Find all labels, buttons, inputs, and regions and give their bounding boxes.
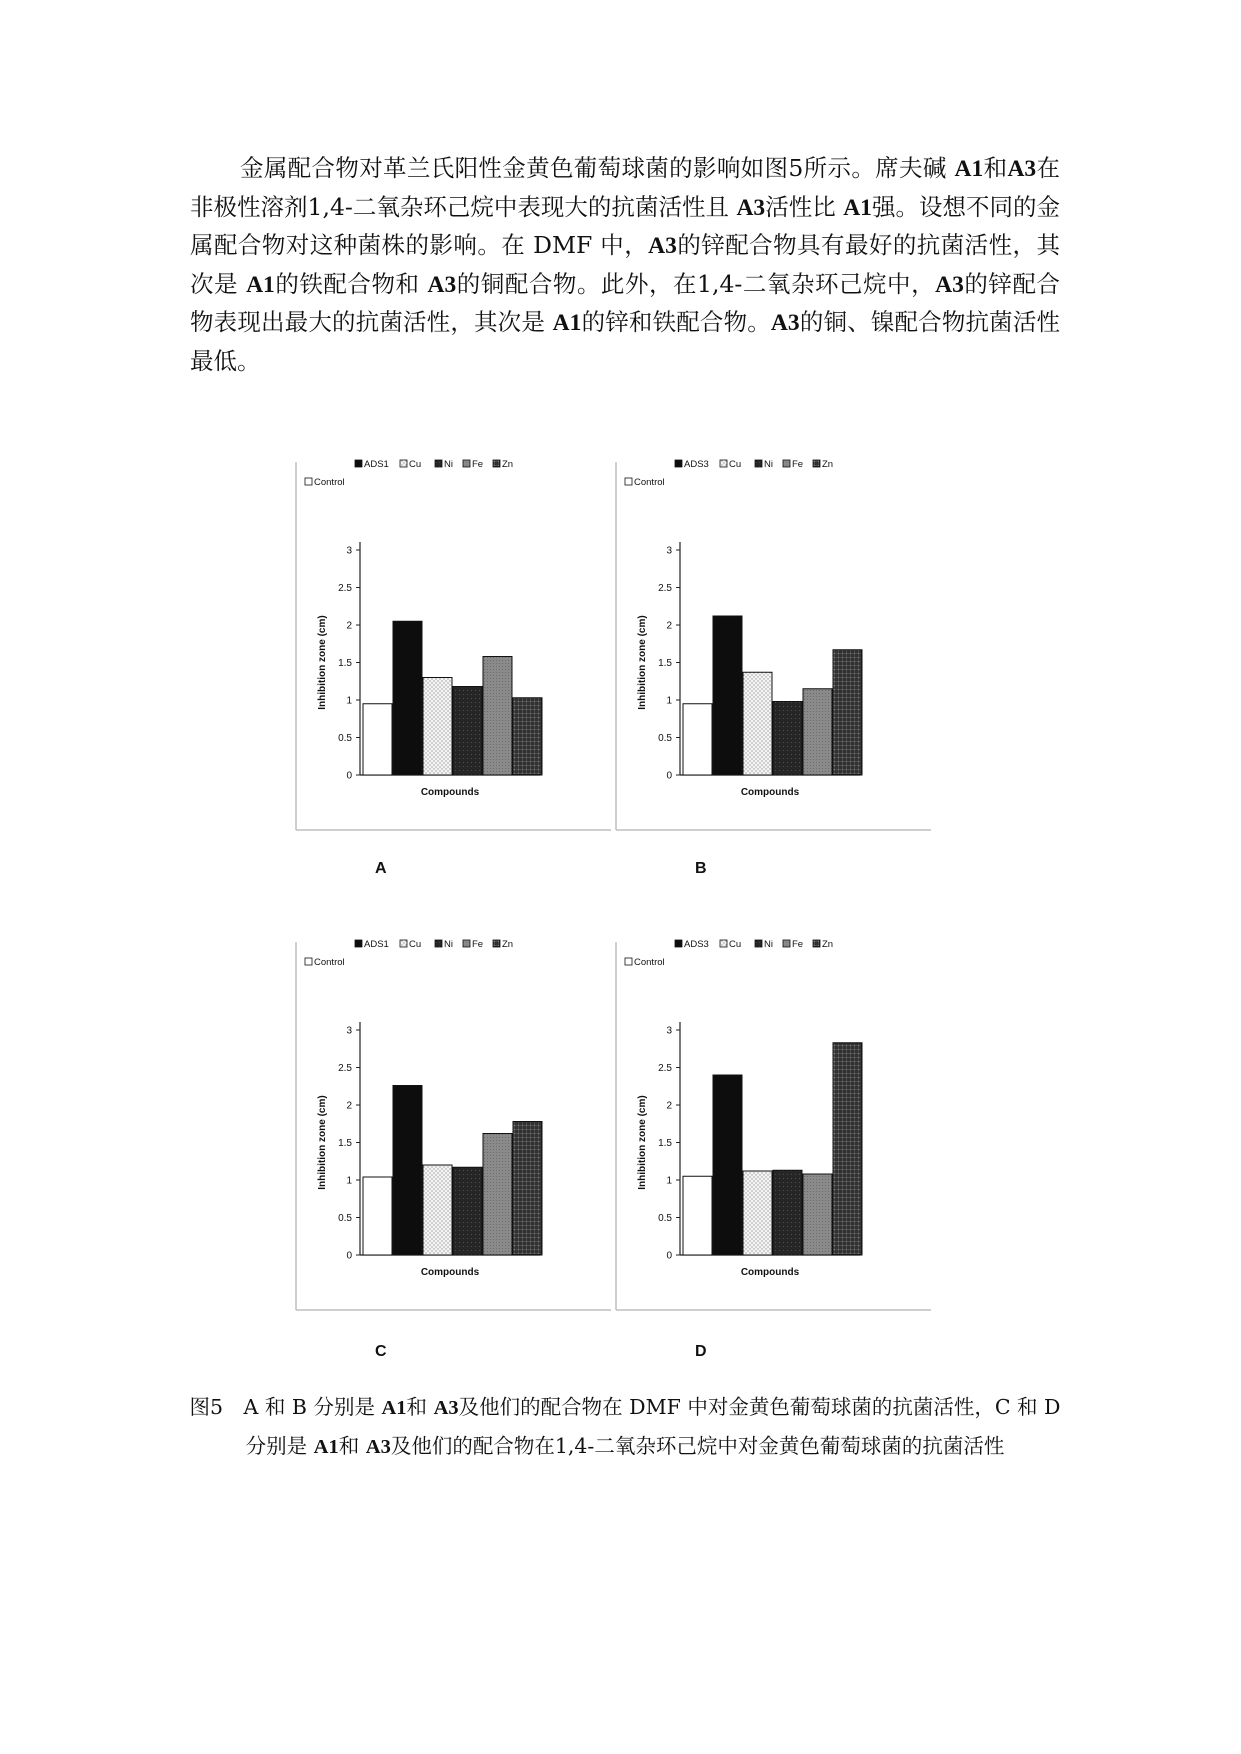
- compound-label: A1: [552, 310, 582, 337]
- body-paragraph: [190, 150, 1060, 381]
- legend-label: Cu: [409, 939, 422, 950]
- legend-label: Zn: [502, 939, 514, 950]
- text-run: 金属配合物对革兰氏阳性金黄色葡萄球菌的影响如图5所示。席夫碱: [240, 154, 955, 182]
- legend-label: ADS1: [364, 939, 389, 950]
- bar-control: [363, 1177, 392, 1255]
- y-tick-label: 2.5: [658, 1063, 672, 1074]
- y-tick-label: 3: [666, 545, 672, 557]
- compound-label: A1: [313, 1436, 339, 1458]
- y-tick-label: 1.5: [658, 658, 672, 669]
- compound-label: A3: [365, 1436, 391, 1458]
- legend-label: Control: [634, 957, 665, 968]
- y-tick-label: 0: [666, 770, 672, 782]
- y-tick-label: 0: [346, 1250, 352, 1262]
- legend-swatch: [625, 958, 632, 965]
- legend-swatch: [355, 940, 362, 947]
- legend-swatch: [493, 460, 500, 467]
- chart-legend: [625, 459, 833, 488]
- chart-panel-c: [295, 930, 615, 1370]
- legend-swatch: [463, 940, 470, 947]
- legend-label: Fe: [472, 939, 484, 950]
- legend-swatch: [435, 460, 442, 467]
- legend-label: Fe: [792, 939, 804, 950]
- legend-label: Ni: [444, 459, 453, 470]
- bar-chart-svg: [295, 450, 615, 890]
- bar-control: [683, 1176, 712, 1255]
- y-tick-label: 2.5: [338, 1063, 352, 1074]
- bar-fe: [803, 689, 832, 775]
- panel-letter-d: D: [695, 1343, 707, 1360]
- legend-swatch: [783, 940, 790, 947]
- y-tick-label: 3: [346, 545, 352, 557]
- text-run: 的锌和铁配合物。: [581, 308, 771, 337]
- y-tick-label: 2.5: [338, 583, 352, 594]
- y-tick-label: 2: [666, 620, 672, 632]
- bar-zn: [833, 650, 862, 775]
- bar-zn: [513, 1122, 542, 1256]
- x-axis-label: Compounds: [420, 787, 480, 798]
- y-tick-label: 0.5: [658, 1213, 672, 1224]
- y-tick-label: 2.5: [658, 583, 672, 594]
- legend-swatch: [720, 940, 727, 947]
- bar-zn: [833, 1043, 862, 1255]
- y-axis-label: Inhibition zone (cm): [637, 1095, 648, 1190]
- bar-cu: [423, 1165, 452, 1255]
- bar-ads: [713, 616, 742, 775]
- compound-label: A3: [935, 271, 964, 298]
- legend-label: Zn: [502, 459, 514, 470]
- legend-label: ADS3: [684, 939, 709, 950]
- panel-letter-c: C: [375, 1343, 387, 1360]
- chart-panel-a: [295, 450, 615, 890]
- y-axis-label: Inhibition zone (cm): [317, 1095, 328, 1190]
- legend-swatch: [813, 460, 820, 467]
- legend-label: Ni: [764, 939, 773, 950]
- legend-swatch: [305, 478, 312, 485]
- y-tick-label: 3: [666, 1025, 672, 1037]
- x-axis-label: Compounds: [740, 787, 800, 798]
- compound-label: A1: [843, 194, 872, 221]
- bar-ni: [453, 1167, 482, 1255]
- chart-legend: [305, 459, 513, 488]
- bar-chart-svg: [615, 450, 935, 890]
- text-run: 和: [338, 1434, 366, 1458]
- legend-label: ADS3: [684, 459, 709, 470]
- bar-cu: [423, 678, 452, 776]
- legend-label: Control: [314, 957, 345, 968]
- compound-label: A3: [427, 271, 457, 298]
- legend-swatch: [400, 460, 407, 467]
- bar-ads: [393, 621, 422, 775]
- compound-label: A3: [736, 194, 766, 221]
- legend-swatch: [675, 460, 682, 467]
- legend-label: Zn: [822, 459, 834, 470]
- compound-label: A1: [381, 1397, 407, 1419]
- legend-swatch: [463, 460, 470, 467]
- y-tick-label: 2: [346, 620, 352, 632]
- legend-swatch: [813, 940, 820, 947]
- chart-legend: [625, 939, 833, 968]
- legend-swatch: [783, 460, 790, 467]
- y-axis-label: Inhibition zone (cm): [317, 615, 328, 710]
- y-tick-label: 1: [346, 695, 352, 707]
- x-axis-label: Compounds: [740, 1267, 800, 1278]
- bar-cu: [743, 672, 772, 775]
- legend-label: Fe: [792, 459, 804, 470]
- legend-label: ADS1: [364, 459, 389, 470]
- text-run: 和: [406, 1395, 434, 1419]
- legend-swatch: [675, 940, 682, 947]
- compound-label: A3: [770, 310, 800, 337]
- legend-swatch: [493, 940, 500, 947]
- y-tick-label: 0.5: [338, 733, 352, 744]
- x-axis-label: Compounds: [420, 1267, 480, 1278]
- text-run: 的铜配合物。此外，在1,4-二氧杂环己烷中，: [456, 269, 936, 298]
- text-run: 的铜、镍配合物抗菌活性最低。: [190, 308, 1061, 375]
- y-tick-label: 1: [666, 695, 672, 707]
- text-run: 的锌配合物表现出最大的抗菌活性，其次是: [190, 269, 1060, 337]
- y-tick-label: 0.5: [658, 733, 672, 744]
- y-tick-label: 1.5: [658, 1138, 672, 1149]
- legend-swatch: [400, 940, 407, 947]
- panel-letter-b: B: [695, 860, 707, 877]
- legend-swatch: [305, 958, 312, 965]
- y-tick-label: 2: [666, 1100, 672, 1112]
- y-tick-label: 1.5: [338, 658, 352, 669]
- text-run: 的锌配合物具有最好的抗菌活性，其次是: [190, 231, 1061, 298]
- bar-fe: [803, 1174, 832, 1255]
- bar-ads: [393, 1086, 422, 1256]
- text-run: 强。设想不同的金属配合物对这种菌株的影响。在 DMF 中，: [190, 192, 1060, 260]
- body-text: [190, 150, 1060, 381]
- compound-label: A3: [648, 233, 677, 260]
- legend-swatch: [720, 460, 727, 467]
- legend-label: Cu: [729, 939, 742, 950]
- chart-legend: [305, 939, 513, 968]
- text-run: 图5 A 和 B 分别是: [189, 1395, 382, 1419]
- bar-ni: [773, 702, 802, 776]
- y-tick-label: 3: [346, 1025, 352, 1037]
- compound-label: A1: [954, 156, 984, 182]
- legend-label: Ni: [764, 459, 773, 470]
- legend-label: Ni: [444, 939, 453, 950]
- legend-swatch: [435, 940, 442, 947]
- chart-panel-d: [615, 930, 935, 1370]
- legend-swatch: [755, 460, 762, 467]
- figure-caption: [185, 1388, 1065, 1466]
- bar-ads: [713, 1075, 742, 1255]
- bar-control: [683, 704, 712, 775]
- bar-chart-svg: [615, 930, 935, 1370]
- y-tick-label: 0: [346, 770, 352, 782]
- text-run: 在非极性溶剂1,4-二氧杂环己烷中表现大的抗菌活性且: [190, 154, 1061, 221]
- bar-fe: [483, 657, 512, 776]
- legend-label: Cu: [729, 459, 742, 470]
- legend-label: Control: [314, 477, 345, 488]
- legend-swatch: [625, 478, 632, 485]
- figure-5: [295, 450, 935, 1375]
- text-run: 及他们的配合物在1,4-二氧杂环己烷中对金黄色葡萄球菌的抗菌活性: [390, 1434, 1005, 1458]
- compound-label: A3: [1007, 156, 1037, 182]
- y-axis-label: Inhibition zone (cm): [637, 615, 648, 710]
- legend-swatch: [755, 940, 762, 947]
- bar-fe: [483, 1134, 512, 1256]
- y-tick-label: 0.5: [338, 1213, 352, 1224]
- y-tick-label: 1: [346, 1175, 352, 1187]
- legend-swatch: [355, 460, 362, 467]
- bar-cu: [743, 1171, 772, 1255]
- bar-ni: [453, 687, 482, 776]
- text-run: 和: [983, 154, 1008, 182]
- chart-panel-b: [615, 450, 935, 890]
- legend-label: Control: [634, 477, 665, 488]
- bar-control: [363, 704, 392, 775]
- text-run: 活性比: [765, 192, 844, 221]
- text-run: 及他们的配合物在 DMF 中对金黄色葡萄球菌的抗菌活性，C 和 D 分别是: [245, 1395, 1061, 1458]
- legend-label: Fe: [472, 459, 484, 470]
- y-tick-label: 2: [346, 1100, 352, 1112]
- panel-letter-a: A: [375, 860, 387, 877]
- y-tick-label: 0: [666, 1250, 672, 1262]
- compound-label: A3: [433, 1397, 459, 1419]
- y-tick-label: 1.5: [338, 1138, 352, 1149]
- legend-label: Cu: [409, 459, 422, 470]
- bar-ni: [773, 1170, 802, 1255]
- bar-chart-svg: [295, 930, 615, 1370]
- bar-zn: [513, 698, 542, 775]
- y-tick-label: 1: [666, 1175, 672, 1187]
- compound-label: A1: [246, 271, 275, 298]
- text-run: 的铁配合物和: [274, 269, 428, 298]
- legend-label: Zn: [822, 939, 834, 950]
